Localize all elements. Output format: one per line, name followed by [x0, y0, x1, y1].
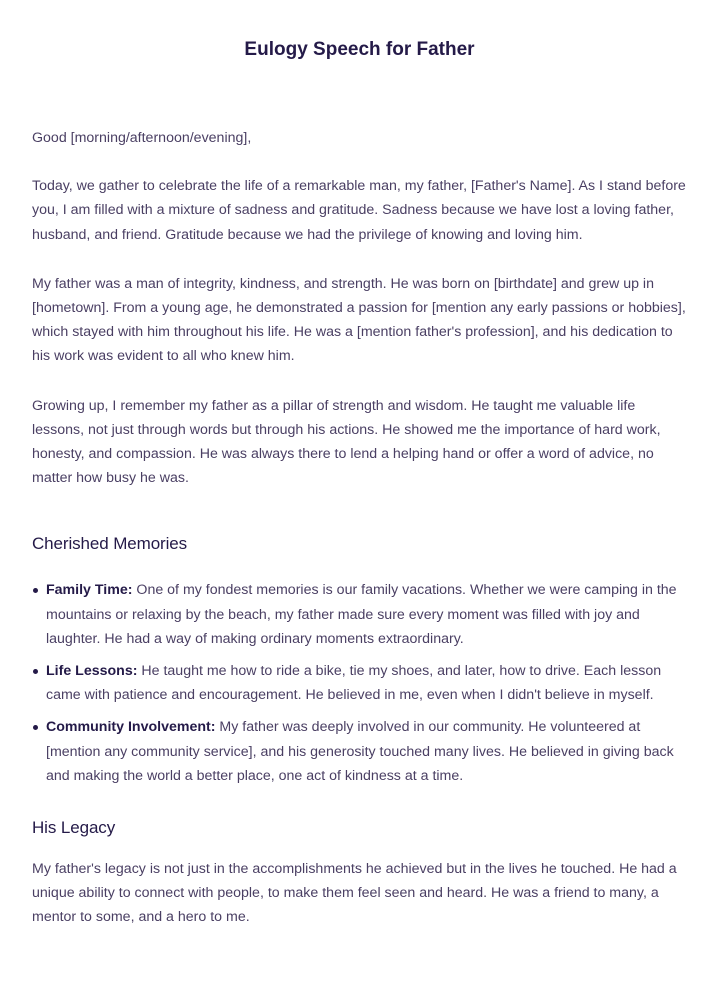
list-item-text: One of my fondest memories is our family vacations. Whether we were camping in the mountains or relaxing by the beach, my father made sure every moment was filled with joy and laughter. He had a way of making ordinary moments extraordinary. [46, 582, 677, 647]
bullet-icon [33, 725, 38, 730]
list-item-label: Family Time: [46, 582, 133, 599]
paragraph: Growing up, I remember my father as a pillar of strength and wisdom. He taught me valuable life lessons, not just through words but through his actions. He showed me the importance of hard work, honesty, and compassion. He was always there to lend a helping hand or offer a word of advice, no matter how busy he was. [32, 397, 661, 487]
document-title: Eulogy Speech for Father [244, 39, 475, 60]
list-item [32, 715, 687, 788]
memories-list [32, 578, 687, 788]
section-heading-legacy: His Legacy [32, 818, 116, 838]
list-item-label: Life Lessons: [46, 663, 138, 680]
bullet-icon [33, 588, 38, 593]
list-item-text: My father was deeply involved in our community. He volunteered at [mention any community service], and his generosity touched many lives. He believed in giving back and making the world a better place, one act of kindness at a time. [46, 719, 674, 784]
paragraph: My father was a man of integrity, kindness, and strength. He was born on [birthdate] and grew up in [hometown]. From a young age, he demonstrated a passion for [mention any early passions or hobbies], which stayed with him throughout his life. He was a [mention father's profession], and his dedication to his work was evident to all who knew him. [32, 275, 686, 365]
legacy-paragraph: My father's legacy is not just in the accomplishments he achieved but in the lives he touched. He had a unique ability to connect with people, to make them feel seen and heard. He was a friend to many, a mentor to some, and a hero to me. [32, 861, 677, 926]
section-heading-memories: Cherished Memories [32, 534, 188, 554]
list-item [32, 659, 687, 707]
paragraph: Today, we gather to celebrate the life of a remarkable man, my father, [Father's Name]. As I stand before you, I am filled with a mixture of sadness and gratitude. Sadness because we have lost a loving father, husband, and friend. Gratitude because we had the privilege of knowing and loving him. [32, 178, 686, 243]
list-item-label: Community Involvement: [46, 719, 216, 736]
bullet-icon [33, 669, 38, 674]
list-item-text: He taught me how to ride a bike, tie my shoes, and later, how to drive. Each lesson came with patience and encouragement. He believed in me, even when I didn't believe in myself. [46, 663, 662, 704]
list-item [32, 578, 687, 651]
greeting: Good [morning/afternoon/evening], [32, 130, 252, 146]
